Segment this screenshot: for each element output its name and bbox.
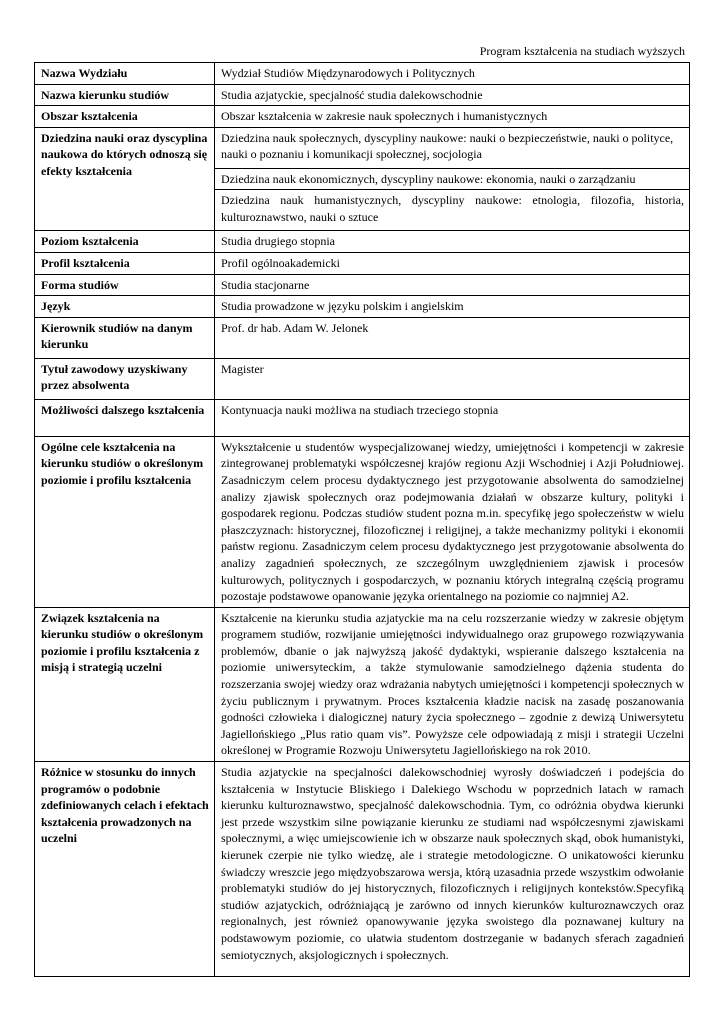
row-value: Dziedzina nauk humanistycznych, dyscypliny naukowe: etnologia, filozofia, historia, kulturoznawstwo, nauki o sztuce [215, 190, 690, 231]
row-value: Studia azjatyckie na specjalności dalekowschodniej wyrosły doświadczeń i podejścia do kształcenia w Instytucie Bliskiego i Dalekiego Wschodu w poprzednich latach w ramach kierunku kulturoznawstwo, specjalność dalekowschodnia. Tym, co odróżnia obydwa kierunki jest przede wszystkim silne powiązanie kierunku ze studiami nad współczesnymi zjawiskami społecznymi, a więc umiejscowienie ich w obszarze nauk społecznych skąd, obok humanistyki, kierunek czerpie nie tylko wiedzę, ale i strategie metodologiczne. O unikatowości kierunku świadczy wreszcie jego międzyobszarowa wersja, którą uzasadnia przede wszystkim odwołanie problematyki studiów do jej historycznych, filozoficznych i religijnych kontekstów.Specyfiką studiów azjatyckich, odróżniającą je zarówno od innych kierunków kulturoznawczych oraz regionalnych, jest również opanowywanie języka swoistego dla poznawanej kultury na podstawowym poziomie, co ułatwia studentom dostrzeganie w badanych sferach zagadnień semiotycznych, aksjologicznych i społecznych. [215, 762, 690, 977]
row-label: Związek kształcenia na kierunku studiów o określonym poziomie i profilu kształcenia z misją i strategią uczelni [35, 607, 215, 761]
row-value: Studia prowadzone w języku polskim i angielskim [215, 296, 690, 318]
row-value: Prof. dr hab. Adam W. Jelonek [215, 317, 690, 358]
table-row [35, 84, 690, 106]
row-label: Nazwa Wydziału [35, 63, 215, 85]
table-row [35, 296, 690, 318]
table-row [35, 106, 690, 128]
program-table [34, 62, 690, 977]
row-value: Dziedzina nauk społecznych, dyscypliny naukowe: nauki o bezpieczeństwie, nauki o polityce, nauki o poznaniu i komunikacji społecznej, socjologia [215, 127, 690, 168]
row-label: Profil kształcenia [35, 252, 215, 274]
table-row [35, 252, 690, 274]
row-value: Kształcenie na kierunku studia azjatyckie ma na celu rozszerzanie wiedzy w zakresie objętym programem studiów, rozwijanie umiejętności indywidualnego oraz grupowego rozwiązywania problemów, dbanie o jak najwyższą jakość dydaktyki, wspieranie dalszego kształcenia na poziomie uniwersyteckim, a także stymulowanie samodzielnego dążenia studenta do rozszerzania swojej wiedzy oraz wdrażania nabytych umiejętności i kompetencji społecznych w życiu publicznym i prywatnym. Proces kształcenia kładzie nacisk na zasadę poszanowania godności człowieka i dialogicznej natury życia społecznego – zgodnie z dewizą Uniwersytetu Jagiellońskiego „Plus ratio quam vis”. Powyższe cele odpowiadają z misji i strategii Uczelni określonej w Programie Rozwoju Uniwersytetu Jagiellońskiego na rok 2010. [215, 607, 690, 761]
row-label: Możliwości dalszego kształcenia [35, 399, 215, 436]
row-value: Studia azjatyckie, specjalność studia dalekowschodnie [215, 84, 690, 106]
table-row [35, 399, 690, 436]
row-label: Tytuł zawodowy uzyskiwany przez absolwenta [35, 358, 215, 399]
row-label: Dziedzina nauki oraz dyscyplina naukowa do których odnoszą się efekty kształcenia [35, 127, 215, 231]
row-value: Wydział Studiów Międzynarodowych i Politycznych [215, 63, 690, 85]
table-row [35, 127, 690, 168]
row-label: Kierownik studiów na danym kierunku [35, 317, 215, 358]
row-label: Obszar kształcenia [35, 106, 215, 128]
table-row [35, 762, 690, 977]
row-value: Dziedzina nauk ekonomicznych, dyscypliny naukowe: ekonomia, nauki o zarządzaniu [215, 168, 690, 190]
row-value: Wykształcenie u studentów wyspecjalizowanej wiedzy, umiejętności i kompetencji w zakresie zintegrowanej problematyki współczesnej krajów regionu Azji Wschodniej i Azji Południowej. Zasadniczym celem procesu dydaktycznego jest przygotowanie absolwenta do samodzielnej analizy zjawisk społecznych oraz podejmowania działań w obszarze kultury, polityki i gospodarek regionu. Podczas studiów student pozna m.in. specyfikę jego społeczeństw w wielu płaszczyznach: historycznej, filozoficznej i religijnej, a także mechanizmy polityki i ekonomii państw regionu. Zasadniczym celem procesu dydaktycznego jest przygotowanie absolwenta do analizy zagadnień społecznych, ze szczególnym uwzględnieniem zjawisk i procesów kulturowych, politycznych i gospodarczych, w poznaniu których integralną częścią programu pozostaje podstawowe opanowanie języka orientalnego na poziomie co najmniej A2. [215, 436, 690, 607]
row-value: Obszar kształcenia w zakresie nauk społecznych i humanistycznych [215, 106, 690, 128]
row-value: Magister [215, 358, 690, 399]
row-label: Forma studiów [35, 274, 215, 296]
table-row [35, 63, 690, 85]
table-row [35, 358, 690, 399]
row-label: Różnice w stosunku do innych programów o podobnie zdefiniowanych celach i efektach kształcenia prowadzonych na uczelni [35, 762, 215, 977]
row-label: Nazwa kierunku studiów [35, 84, 215, 106]
row-value: Profil ogólnoakademicki [215, 252, 690, 274]
row-value: Studia stacjonarne [215, 274, 690, 296]
table-row [35, 436, 690, 607]
page-header: Program kształcenia na studiach wyższych [479, 44, 685, 58]
row-label: Poziom kształcenia [35, 231, 215, 253]
table-row [35, 274, 690, 296]
table-row [35, 607, 690, 761]
table-row [35, 231, 690, 253]
row-value: Kontynuacja nauki możliwa na studiach trzeciego stopnia [215, 399, 690, 436]
row-label: Ogólne cele kształcenia na kierunku studiów o określonym poziomie i profilu kształcenia [35, 436, 215, 607]
table-row [35, 317, 690, 358]
row-value: Studia drugiego stopnia [215, 231, 690, 253]
row-label: Język [35, 296, 215, 318]
